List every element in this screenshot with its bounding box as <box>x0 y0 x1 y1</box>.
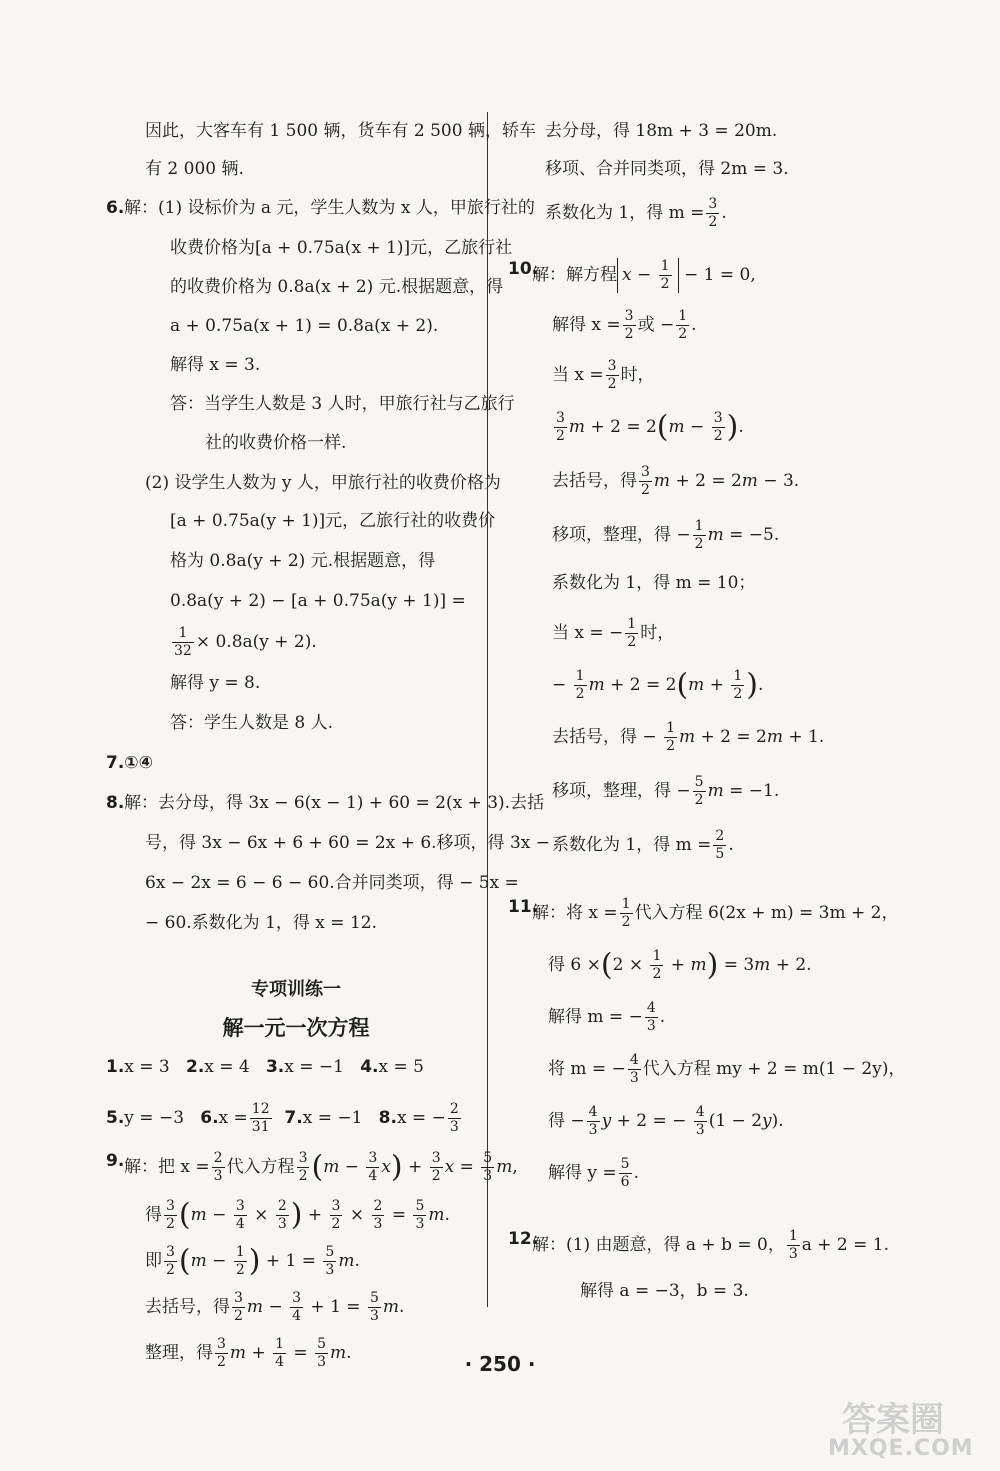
equation: 得 6 ×(2 × $\frac{1}{2}$ + m) = 3m + 2. <box>548 947 812 983</box>
equation: 去括号，得 $\frac{3}{2}$ m − $\frac{3}{4}$ + 1 = $\frac{5}{3}$ m. <box>145 1290 405 1324</box>
equation: 当 x = $\frac{3}{2}$ 时， <box>552 358 655 392</box>
text-line: 6x − 2x = 6 − 6 − 60.合并同类项，得 − 5x = <box>145 873 519 893</box>
text-line: 解得 y = 8. <box>170 673 261 693</box>
section-subtitle: 解一元一次方程 <box>222 1016 370 1040</box>
question-number-8: 8. <box>106 793 125 813</box>
text-line: 社的收费价格一样. <box>205 433 347 453</box>
question-number-10: 10. <box>508 259 539 279</box>
equation: 移项，整理，得 − $\frac{1}{2}$ m = −5. <box>552 518 780 552</box>
equation: 去括号，得 − $\frac{1}{2}$ m + 2 = 2m + 1. <box>552 720 825 754</box>
text-line: 答：当学生人数是 3 人时，甲旅行社与乙旅行 <box>170 394 515 414</box>
equation: 得 $\frac{3}{2}$ (m − $\frac{3}{4}$ × $\frac{2}{3}$ ) + $\frac{3}{2}$ × $\frac{2}{3}$ = $\frac{5}{3}$ m. <box>145 1197 450 1233</box>
equation: 去括号，得 $\frac{3}{2}$ m + 2 = 2m − 3. <box>552 464 800 498</box>
equation: 解：解方程 x − $\frac{1}{2}$ − 1 = 0, <box>532 258 756 292</box>
equation: $\frac{3}{2}$ m + 2 = 2(m − $\frac{3}{2}$ ). <box>556 409 744 445</box>
text-line: 的收费价格为 0.8a(x + 2) 元.根据题意，得 <box>170 277 504 297</box>
text-line: 答：学生人数是 8 人. <box>170 713 334 733</box>
equation: 移项，整理，得 − $\frac{5}{2}$ m = −1. <box>552 774 780 808</box>
equation: a + 0.75a(x + 1) = 0.8a(x + 2). <box>170 316 439 336</box>
equation: 解得 m = − $\frac{4}{3}$ . <box>548 1000 666 1034</box>
equation: 解得 y = $\frac{5}{6}$ . <box>548 1156 639 1190</box>
text-line: 有 2 000 辆. <box>145 159 244 179</box>
text-line: 因此，大客车有 1 500 辆，货车有 2 500 辆，轿车 <box>145 121 536 141</box>
text-line: 格为 0.8a(y + 2) 元.根据题意，得 <box>170 551 436 571</box>
equation: 得 − $\frac{4}{3}$ y + 2 = − $\frac{4}{3}$ (1 − 2y). <box>548 1104 784 1138</box>
equation: 将 m = − $\frac{4}{3}$ 代入方程 my + 2 = m(1 − 2y)， <box>548 1052 906 1086</box>
answer-row: 5.y = −3 6.x = $\frac{12}{31}$ 7.x = −1 8.x = − $\frac{2}{3}$ <box>106 1101 459 1135</box>
text-line: 解：(1) 设标价为 a 元，学生人数为 x 人，甲旅行社的 <box>124 198 535 218</box>
equation: 解：把 x = $\frac{2}{3}$ 代入方程 $\frac{3}{2}$ (m − $\frac{3}{4}$ x) + $\frac{3}{2}$ x = $\frac{5}{3}$ m, <box>124 1149 518 1185</box>
question-number-6: 6. <box>106 198 125 218</box>
equation: 系数化为 1，得 m = $\frac{3}{2}$ . <box>545 196 727 230</box>
question-number-11: 11. <box>508 897 539 917</box>
section-title: 专项训练一 <box>251 979 341 1000</box>
page-number: · 250 · <box>464 1352 536 1376</box>
question-7-answer: 7.①④ <box>106 753 154 773</box>
watermark-logo: 答案圈 <box>842 1400 944 1440</box>
equation: 移项、合并同类项，得 2m = 3. <box>545 159 789 179</box>
equation: − $\frac{1}{2}$ m + 2 = 2(m + $\frac{1}{2}$ ). <box>552 667 764 703</box>
equation: 解：将 x = $\frac{1}{2}$ 代入方程 6(2x + m) = 3m + 2， <box>532 896 899 930</box>
equation: 系数化为 1，得 m = 10； <box>552 573 756 593</box>
equation: 即 $\frac{3}{2}$ (m − $\frac{1}{2}$ ) + 1 = $\frac{5}{3}$ m. <box>145 1243 360 1279</box>
text-line: 收费价格为[a + 0.75a(x + 1)]元，乙旅行社 <box>170 238 513 258</box>
question-number-12: 12. <box>508 1229 539 1249</box>
equation: 去分母，得 18m + 3 = 20m. <box>545 121 778 141</box>
text-line: 解：去分母，得 3x − 6(x − 1) + 60 = 2(x + 3).去括 <box>124 793 545 813</box>
equation: 解得 x = $\frac{3}{2}$ 或 − $\frac{1}{2}$ . <box>552 308 697 342</box>
text-line: 号，得 3x − 6x + 6 + 60 = 2x + 6.移项，得 3x − <box>145 833 550 853</box>
equation: 0.8a(y + 2) − [a + 0.75a(y + 1)] = <box>170 591 466 611</box>
equation: 整理，得 $\frac{3}{2}$ m + $\frac{1}{4}$ = $\frac{5}{3}$ m. <box>145 1336 352 1370</box>
text-line: [a + 0.75a(y + 1)]元，乙旅行社的收费价 <box>170 511 496 531</box>
equation: 当 x = − $\frac{1}{2}$ 时， <box>552 616 675 650</box>
answer-row: 1.x = 3 2.x = 4 3.x = −1 4.x = 5 <box>106 1057 424 1077</box>
question-number-9: 9. <box>106 1151 125 1171</box>
equation: 解得 a = −3，b = 3. <box>580 1281 749 1301</box>
equation: 系数化为 1，得 m = $\frac{2}{5}$ . <box>552 828 734 862</box>
watermark-url: MXQE.COM <box>828 1436 974 1461</box>
equation: 解：(1) 由题意，得 a + b = 0， $\frac{1}{3}$ a + 2 = 1. <box>532 1228 890 1262</box>
equation: $\frac{1}{32}$ × 0.8a(y + 2). <box>174 625 317 659</box>
text-line: (2) 设学生人数为 y 人，甲旅行社的收费价格为 <box>145 473 501 493</box>
text-line: − 60.系数化为 1，得 x = 12. <box>145 913 377 933</box>
text-line: 解得 x = 3. <box>170 355 261 375</box>
fraction: $\frac{1}{32}$ <box>174 625 192 659</box>
